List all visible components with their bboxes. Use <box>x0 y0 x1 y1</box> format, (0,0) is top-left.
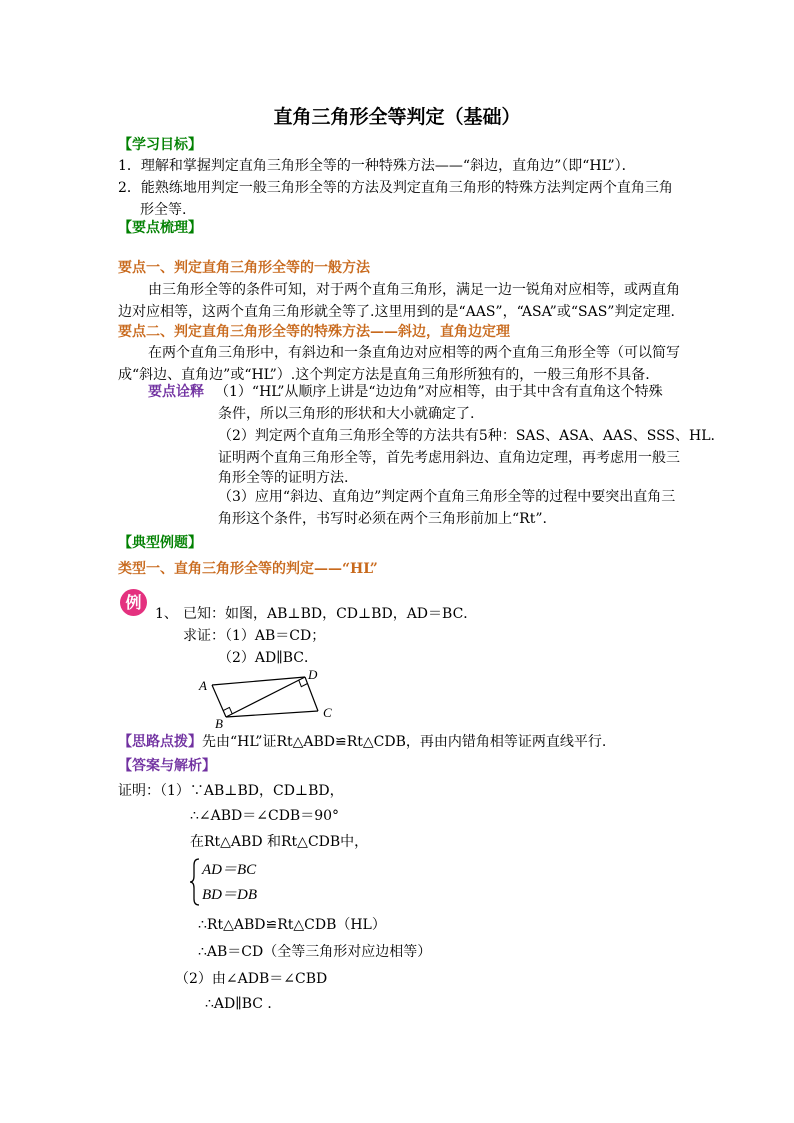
proof-line-5: ∴AB＝CD（全等三角形对应边相等） <box>198 944 432 960</box>
label-b: B <box>215 716 223 731</box>
hint-label: 【思路点拨】 <box>118 734 202 750</box>
proof-line-1: 证明：（1）∵AB⊥BD，CD⊥BD， <box>118 783 344 799</box>
example-prove-1: 求证：（1）AB＝CD； <box>183 628 326 644</box>
quadrilateral-figure <box>195 665 345 735</box>
proof-line-4: ∴Rt△ABD≌Rt△CDB（HL） <box>198 917 386 933</box>
goal-line-1: 1．理解和掌握判定直角三角形全等的一种特殊方法——“斜边，直角边”（即“HL”）． <box>118 158 636 174</box>
goal-line-3: 形全等. <box>140 202 187 218</box>
label-d: D <box>308 667 318 682</box>
note-line-1: （1）“HL”从顺序上讲是“边边角”对应相等，由于其中含有直角这个特殊 <box>215 384 663 400</box>
notes-label: 要点诠释 <box>148 384 204 400</box>
segment-ab <box>212 685 226 717</box>
answer-heading: 【答案与解析】 <box>118 758 216 774</box>
proof-line-6: （2）由∠ADB＝∠CBD <box>175 971 328 987</box>
system-eq-1: AD＝BC <box>202 862 257 878</box>
summary-heading: 【要点梳理】 <box>118 220 202 236</box>
point2-line-1: 在两个直角三角形中，有斜边和一条直角边对应相等的两个直角三角形全等（可以简写 <box>148 345 680 361</box>
note-line-2: 条件，所以三角形的形状和大小就确定了. <box>218 406 475 422</box>
segment-bc <box>226 711 318 717</box>
point1-line-2: 边对应相等，这两个直角三角形就全等了.这里用到的是“AAS”，“ASA”或“SAS”判定定理. <box>118 304 675 320</box>
note-line-6: （3）应用“斜边、直角边”判定两个直角三角形全等的过程中要突出直角三 <box>218 489 676 505</box>
page-title: 直角三角形全等判定（基础） <box>273 106 521 128</box>
system-eq-2: BD＝DB <box>202 887 257 903</box>
example-given: 已知：如图，AB⊥BD，CD⊥BD，AD＝BC． <box>183 606 478 622</box>
segment-dc <box>305 677 318 711</box>
label-c: C <box>323 705 332 720</box>
point2-line-2: 成“斜边、直角边”或“HL”）.这个判定方法是直角三角形所独有的，一般三角形不具备. <box>118 367 650 383</box>
goals-heading: 【学习目标】 <box>118 137 202 153</box>
proof-line-3: 在Rt△ABD 和Rt△CDB中， <box>190 834 369 850</box>
note-line-3: （2）判定两个直角三角形全等的方法共有5种：SAS、ASA、AAS、SSS、HL. <box>218 428 715 444</box>
point2-heading: 要点二、判定直角三角形全等的特殊方法——斜边，直角边定理 <box>118 324 510 340</box>
example-badge: 例 <box>120 589 147 616</box>
examples-heading: 【典型例题】 <box>118 535 202 551</box>
proof-line-2: ∴∠ABD＝∠CDB＝90° <box>190 808 340 824</box>
note-line-4: 证明两个直角三角形全等，首先考虑用斜边、直角边定理，再考虑用一般三 <box>218 450 680 466</box>
brace-icon <box>188 858 202 906</box>
point1-heading: 要点一、判定直角三角形全等的一般方法 <box>118 260 370 276</box>
point1-line-1: 由三角形全等的条件可知，对于两个直角三角形，满足一边一锐角对应相等，或两直角 <box>148 282 680 298</box>
note-line-5: 角形全等的证明方法. <box>218 470 349 486</box>
example-number: 1、 <box>155 606 178 622</box>
label-a: A <box>199 678 207 693</box>
goal-line-2: 2．能熟练地用判定一般三角形全等的方法及判定直角三角形的特殊方法判定两个直角三角 <box>118 180 673 196</box>
hint-text: 先由“HL”证Rt△ABD≌Rt△CDB，再由内错角相等证两直线平行. <box>202 734 607 750</box>
example-prove-2: （2）AD∥BC． <box>218 650 318 666</box>
type1-heading: 类型一、直角三角形全等的判定——“HL” <box>118 561 378 577</box>
proof-line-7: ∴AD∥BC ． <box>205 996 282 1012</box>
note-line-7: 角形这个条件，书写时必须在两个三角形前加上“Rt”. <box>218 511 547 527</box>
